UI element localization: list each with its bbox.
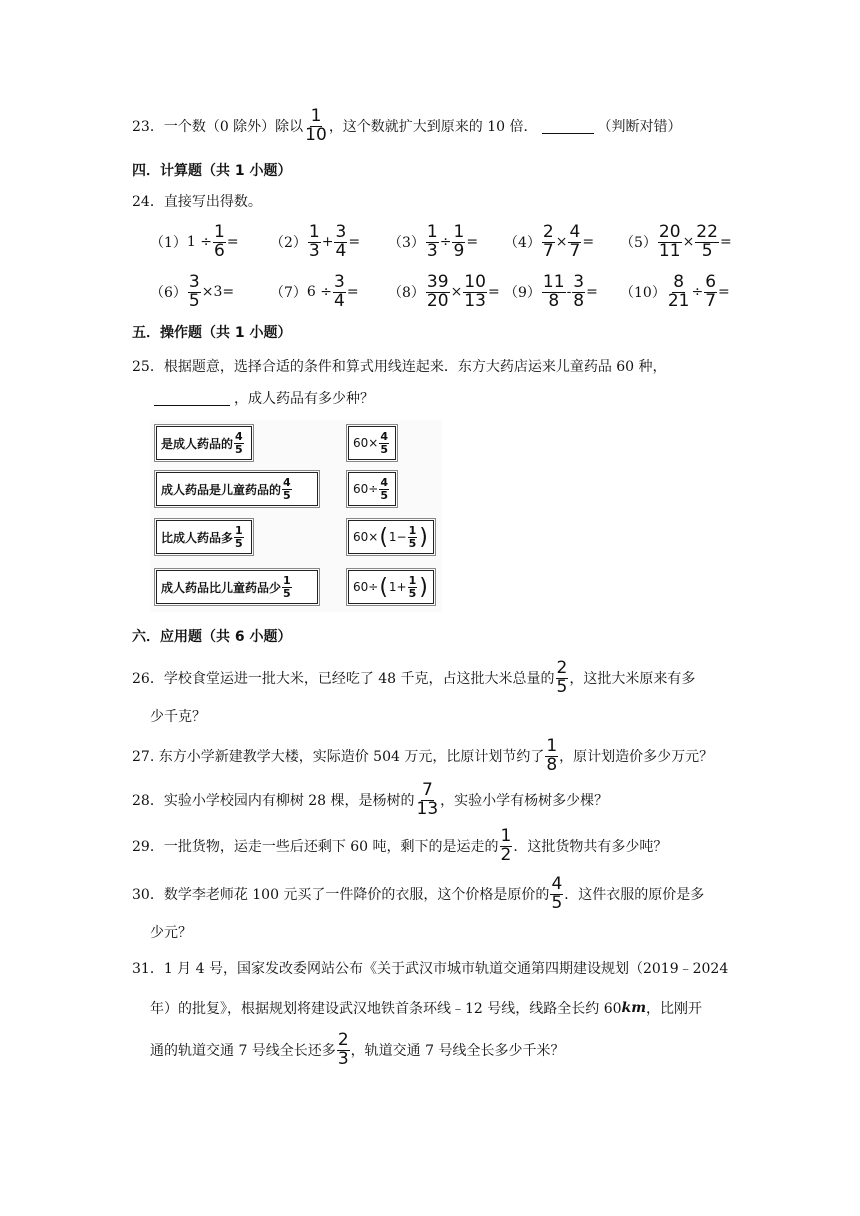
condition-box-4[interactable]: 成人药品比儿童药品少 $\frac{1}{5}$ <box>156 570 318 604</box>
fraction: $\frac{2}{7}$ <box>542 221 554 261</box>
calc-item-2: （2） $\frac{1}{3}$ + $\frac{3}{4}$ = <box>270 221 361 261</box>
calc-item-6: （6） $\frac{3}{5}$ ×3 = <box>150 271 235 311</box>
question-31-line1: 31．1 月 4 号，国家发改委网站公布《关于武汉市城市轨道交通第四期建设规划（2019﹣2024 <box>132 961 729 977</box>
fraction: $\frac{3}{5}$ <box>188 271 200 311</box>
question-27: 27. 东方小学新建教学大楼，实际造价 504 万元，比原计划节约了 $\frac{1}{8}$ ，原计划造价多少万元？ <box>132 735 714 775</box>
fraction: $\frac{3}{4}$ <box>335 221 347 261</box>
section-6-heading: 六．应用题（共 6 小题） <box>132 629 292 645</box>
question-30-line2: 少元？ <box>150 925 192 941</box>
calc-item-5: （5） $\frac{20}{11}$ × $\frac{22}{5}$ = <box>620 221 732 261</box>
fraction: $\frac{6}{7}$ <box>705 271 717 311</box>
fraction: $\frac{4}{5}$ <box>235 429 243 456</box>
condition-box-2[interactable]: 成人药品是儿童药品的 $\frac{4}{5}$ <box>156 472 318 506</box>
fraction: $\frac{39}{20}$ <box>426 271 449 311</box>
fraction: $\frac{1}{5}$ <box>408 523 417 550</box>
fraction: $\frac{1}{5}$ <box>408 573 417 600</box>
fraction: $\frac{1}{3}$ <box>426 221 438 261</box>
calc-item-9: （9） $\frac{11}{8}$ - $\frac{3}{8}$ = <box>504 271 598 311</box>
question-24: 24．直接写出得数。 <box>132 194 262 210</box>
fraction: $\frac{8}{21}$ <box>667 271 690 311</box>
condition-box-3[interactable]: 比成人药品多 $\frac{1}{5}$ <box>156 520 252 554</box>
calc-item-8: （8） $\frac{39}{20}$ × $\frac{10}{13}$ = <box>388 271 500 311</box>
fraction: $\frac{4}{7}$ <box>569 221 581 261</box>
fraction: $\frac{22}{5}$ <box>696 221 718 261</box>
question-28: 28．实验小学校园内有柳树 28 棵，是杨树的 $\frac{7}{13}$ ，实验小学有杨树多少棵？ <box>132 779 609 819</box>
q25-text: ，成人药品有多少种？ <box>234 391 374 407</box>
section-5-heading: 五．操作题（共 1 小题） <box>132 325 292 341</box>
q23-text: 23．一个数（0 除外）除以 <box>132 119 304 135</box>
expression-box-3[interactable]: 60× ( 1− $\frac{1}{5}$ ) <box>348 520 434 554</box>
calc-item-3: （3） $\frac{1}{3}$ ÷ $\frac{1}{9}$ = <box>388 221 479 261</box>
fraction: $\frac{4}{5}$ <box>283 475 291 502</box>
question-30: 30．数学李老师花 100 元买了一件降价的衣服，这个价格是原价的 $\frac{4}{5}$ ．这件衣服的原价是多 <box>132 873 705 913</box>
fraction: $\frac{1}{9}$ <box>453 221 465 261</box>
fraction: $\frac{1}{3}$ <box>308 221 320 261</box>
section-4-heading: 四．计算题（共 1 小题） <box>132 163 292 179</box>
q23-text-post: ，这个数就扩大到原来的 10 倍． <box>328 119 538 135</box>
question-31-line3: 通的轨道交通 7 号线全长还多 $\frac{2}{3}$ ，轨道交通 7 号线全长多少千米？ <box>150 1029 565 1069</box>
expression-box-1[interactable]: 60× $\frac{4}{5}$ <box>348 426 396 460</box>
answer-blank[interactable] <box>542 119 594 134</box>
question-25-line1: 25．根据题意，选择合适的条件和算式用线连起来．东方大药店运来儿童药品 60 种， <box>132 359 667 375</box>
fraction: $\frac{3}{8}$ <box>573 271 585 311</box>
expression-box-2[interactable]: 60÷ $\frac{4}{5}$ <box>348 472 396 506</box>
fraction: $\frac{1}{6}$ <box>214 221 225 261</box>
answer-blank[interactable] <box>154 391 230 406</box>
expression-box-4[interactable]: 60÷ ( 1+ $\frac{1}{5}$ ) <box>348 570 434 604</box>
fraction: $\frac{4}{5}$ <box>380 475 388 502</box>
q23-tail: （判断对错） <box>597 119 682 135</box>
question-26-line2: 少千克？ <box>150 709 206 725</box>
calc-item-4: （4） $\frac{2}{7}$ × $\frac{4}{7}$ = <box>504 221 595 261</box>
fraction: $\frac{4}{5}$ <box>380 429 388 456</box>
fraction: $\frac{3}{4}$ <box>334 271 345 311</box>
question-31-line2: 年）的批复》，根据规划将建设武汉地铁首条环线﹣12 号线，线路全长约 60 km ，比刚开 <box>150 1000 703 1017</box>
fraction: $\frac{10}{13}$ <box>464 271 486 311</box>
question-25-line2 <box>150 378 374 418</box>
calc-item-10: （10） $\frac{8}{21}$ ÷ $\frac{6}{7}$ = <box>620 271 730 311</box>
question-23 <box>132 106 682 146</box>
calc-item-7: （7） 6 ÷ $\frac{3}{4}$ = <box>270 271 359 311</box>
question-29: 29．一批货物，运走一些后还剩下 60 吨，剩下的是运走的 $\frac{1}{2}$ ．这批货物共有多少吨？ <box>132 825 668 865</box>
fraction: $\frac{1}{5}$ <box>235 523 243 550</box>
fraction: $\frac{1}{10}$ <box>305 105 327 145</box>
fraction: $\frac{1}{5}$ <box>283 573 291 600</box>
question-26: 26．学校食堂运进一批大米，已经吃了 48 千克，占这批大米总量的 $\frac{2}{5}$ ，这批大米原来有多 <box>132 657 696 697</box>
fraction: $\frac{20}{11}$ <box>658 221 681 261</box>
condition-box-1[interactable]: 是成人药品的 $\frac{4}{5}$ <box>156 426 252 460</box>
fraction: $\frac{11}{8}$ <box>542 271 565 311</box>
calc-item-1: （1） 1 ÷ $\frac{1}{6}$ = <box>150 221 239 261</box>
